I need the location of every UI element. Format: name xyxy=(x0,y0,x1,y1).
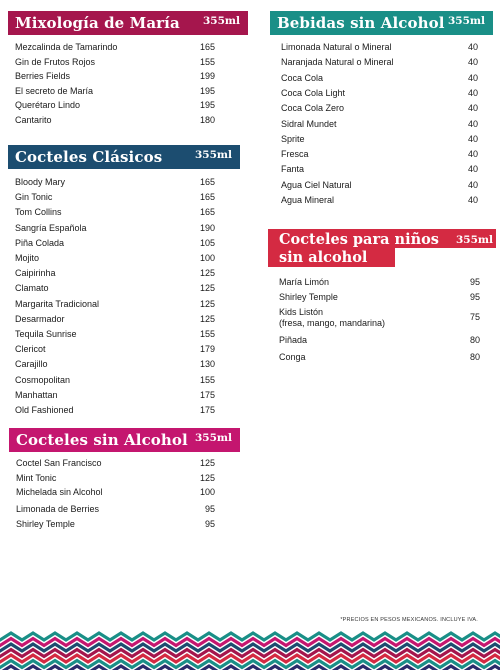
item-name: Clericot xyxy=(15,344,46,355)
item-price: 165 xyxy=(199,177,215,187)
item-price: 155 xyxy=(199,374,215,385)
item-price: 40 xyxy=(467,87,478,98)
section-banner xyxy=(9,428,240,452)
section-title: Bebidas sin Alcohol xyxy=(277,14,445,32)
item-name: Mezcalinda de Tamarindo xyxy=(15,42,118,52)
item-price: 95 xyxy=(469,292,480,302)
item-name: Piñada xyxy=(279,335,308,345)
item-name: Limonada Natural o Mineral xyxy=(281,42,392,52)
item-name: Conga xyxy=(279,352,306,362)
section-bebidas xyxy=(270,11,493,205)
item-price: 40 xyxy=(467,118,478,129)
section-title-line: Cocteles para niños xyxy=(279,231,439,248)
item-price: 95 xyxy=(204,504,215,514)
item-name: Fresca xyxy=(281,149,309,160)
item-name: Naranjada Natural o Mineral xyxy=(281,57,394,68)
item-price: 40 xyxy=(467,103,478,114)
item-price: 40 xyxy=(467,149,478,160)
item-name: Agua Mineral xyxy=(281,195,335,205)
item-price: 165 xyxy=(199,42,215,52)
serving-size: 355ml xyxy=(202,15,240,27)
item-price: 125 xyxy=(199,268,215,279)
item-name: Mint Tonic xyxy=(16,473,57,483)
item-name: Old Fashioned xyxy=(15,405,74,415)
decorative-zigzag-border xyxy=(0,630,500,670)
item-price: 125 xyxy=(199,458,215,468)
item-price: 195 xyxy=(199,100,215,110)
item-name: Desarmador xyxy=(15,313,65,324)
item-name: Berries Fields xyxy=(15,71,71,81)
item-price: 95 xyxy=(469,277,480,287)
item-name: El secreto de María xyxy=(15,85,94,96)
item-name: Agua Ciel Natural xyxy=(281,179,352,190)
item-price: 40 xyxy=(467,179,478,190)
section-mixologia xyxy=(8,11,248,125)
zigzag-stripe xyxy=(0,666,500,670)
item-price: 40 xyxy=(467,195,478,205)
item-price: 125 xyxy=(199,298,215,309)
item-name: Gin Tonic xyxy=(15,192,53,203)
item-name: Shirley Temple xyxy=(279,292,338,302)
serving-size: 355ml xyxy=(194,432,232,444)
item-price: 40 xyxy=(467,133,478,144)
serving-size: 355ml xyxy=(194,149,232,161)
item-price: 95 xyxy=(204,519,215,529)
section-banner xyxy=(270,11,493,35)
item-name: Limonada de Berries xyxy=(16,504,100,514)
item-name: Shirley Temple xyxy=(16,519,75,529)
serving-size: 355ml xyxy=(447,15,485,27)
item-price: 175 xyxy=(199,405,215,415)
item-name: Cantarito xyxy=(15,114,52,125)
item-price: 190 xyxy=(199,222,215,233)
item-name: Fanta xyxy=(281,164,305,175)
item-name: Sidral Mundet xyxy=(281,118,337,129)
item-price: 125 xyxy=(199,473,215,483)
serving-size: 355ml xyxy=(455,234,493,246)
item-price: 125 xyxy=(199,313,215,324)
item-price: 80 xyxy=(469,352,480,362)
item-name: María Limón xyxy=(279,277,330,287)
item-price: 175 xyxy=(199,389,215,400)
section-sin-alcohol xyxy=(9,428,240,529)
item-name: Mojito xyxy=(15,253,40,263)
section-banner xyxy=(8,145,240,169)
item-price: 40 xyxy=(467,42,478,52)
item-name: Michelada sin Alcohol xyxy=(16,487,103,497)
item-name: Coca Cola xyxy=(281,72,324,83)
item-price: 199 xyxy=(199,71,215,81)
item-name: Sangría Española xyxy=(15,222,87,233)
item-price: 179 xyxy=(199,344,215,355)
item-name-line: Kids Listón xyxy=(279,307,324,317)
item-name: Piña Colada xyxy=(15,237,65,248)
item-name: Carajillo xyxy=(15,359,48,370)
item-name: Clamato xyxy=(15,283,49,294)
item-name: Tequila Sunrise xyxy=(15,329,77,339)
section-title: Cocteles sin Alcohol xyxy=(16,431,188,449)
price-note: *PRECIOS EN PESOS MEXICANOS. INCLUYE IVA. xyxy=(340,617,478,623)
item-price: 100 xyxy=(199,253,215,263)
item-price: 180 xyxy=(199,114,215,125)
item-price: 80 xyxy=(469,335,480,345)
item-name-detail: (fresa, mango, mandarina) xyxy=(279,318,386,328)
menu-item xyxy=(279,307,480,329)
item-name: Coca Cola Zero xyxy=(281,103,345,114)
item-name: Gin de Frutos Rojos xyxy=(15,56,96,67)
section-clasicos xyxy=(8,145,240,415)
item-price: 40 xyxy=(467,164,478,175)
item-name: Cosmopolitan xyxy=(15,374,71,385)
section-title: Cocteles Clásicos xyxy=(15,148,163,166)
item-price: 165 xyxy=(199,192,215,203)
section-title xyxy=(279,231,439,266)
item-name: Coctel San Francisco xyxy=(16,458,102,468)
section-title-line: sin alcohol xyxy=(279,248,368,266)
item-name xyxy=(279,307,385,329)
item-price: 130 xyxy=(199,359,215,370)
section-banner xyxy=(8,11,248,35)
item-name: Tom Collins xyxy=(15,207,62,218)
item-name: Querétaro Lindo xyxy=(15,100,81,110)
item-price: 155 xyxy=(199,329,215,339)
item-price: 40 xyxy=(467,57,478,68)
item-name: Coca Cola Light xyxy=(281,87,346,98)
item-name: Margarita Tradicional xyxy=(15,298,100,309)
item-price: 40 xyxy=(467,72,478,83)
item-price: 100 xyxy=(199,487,215,497)
item-price: 105 xyxy=(199,237,215,248)
item-price: 155 xyxy=(199,56,215,67)
item-price: 165 xyxy=(199,207,215,218)
item-price: 75 xyxy=(469,312,480,322)
item-name: Caipirinha xyxy=(15,268,56,279)
item-name: Bloody Mary xyxy=(15,177,66,187)
item-price: 195 xyxy=(199,85,215,96)
item-name: Sprite xyxy=(281,133,305,144)
item-name: Manhattan xyxy=(15,389,58,400)
item-price: 125 xyxy=(199,283,215,294)
section-title: Mixología de María xyxy=(15,14,180,32)
